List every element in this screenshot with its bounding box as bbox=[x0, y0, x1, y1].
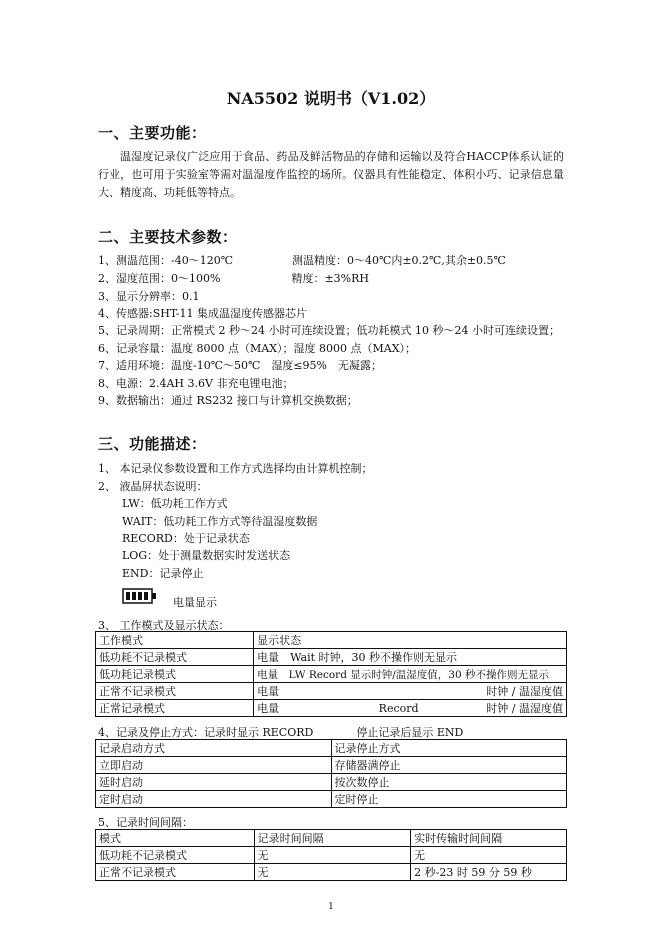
table-cell: 低功耗记录模式 bbox=[96, 666, 254, 683]
cell-clock-text: 时钟 / 温湿度值 bbox=[486, 702, 563, 715]
table-cell bbox=[254, 683, 567, 700]
param-data-output: 9、数据输出：通过 RS232 接口与计算机交换数据； bbox=[98, 394, 358, 407]
desc-item-3: 3、 工作模式及显示状态： bbox=[98, 619, 230, 632]
table-row bbox=[96, 847, 567, 864]
desc-item-2: 2、 液晶屏状态说明： bbox=[98, 480, 208, 493]
stop-display-text: 停止记录后显示 END bbox=[356, 726, 464, 739]
table-header-cell: 记录时间间隔 bbox=[254, 830, 411, 847]
table-header-cell: 显示状态 bbox=[254, 632, 567, 649]
desc-item-5: 5、记录时间间隔： bbox=[98, 816, 193, 829]
param-temp-range-text: 1、测温范围：-40～120℃ bbox=[98, 254, 234, 267]
table-row bbox=[96, 830, 567, 847]
table-row bbox=[96, 864, 567, 881]
table-cell: 低功耗不记录模式 bbox=[96, 649, 254, 666]
start-stop-table bbox=[95, 739, 567, 808]
main-functions-paragraph: 温湿度记录仪广泛应用于食品、药品及鲜活物品的存储和运输以及符合HACCP体系认证的行业，也可用于实验室等需对温湿度作监控的场所。仪器具有性能稳定、体积小巧、记录信息量大、精度高、功耗低等特点。 bbox=[98, 150, 564, 199]
table-cell: 2 秒-23 时 59 分 59 秒 bbox=[411, 864, 567, 881]
table-row bbox=[96, 632, 567, 649]
cell-battery-text: 电量 bbox=[257, 702, 280, 715]
battery-label: 电量显示 bbox=[173, 596, 217, 609]
table-header-cell: 实时传输时间间隔 bbox=[411, 830, 567, 847]
table-header-cell: 记录启动方式 bbox=[96, 740, 332, 757]
param-temp-accuracy-text: 测温精度：0～40℃内±0.2℃,其余±0.5℃ bbox=[292, 254, 506, 267]
table-cell: 无 bbox=[411, 847, 567, 864]
table-row bbox=[96, 666, 567, 683]
param-sensor: 4、传感器:SHT-11 集成温湿度传感器芯片 bbox=[98, 307, 307, 320]
lcd-state-log: LOG：处于测量数据实时发送状态 bbox=[122, 549, 291, 562]
table-cell: 正常不记录模式 bbox=[96, 864, 255, 881]
heading-main-functions: 一、主要功能： bbox=[98, 124, 207, 142]
table-row bbox=[96, 649, 567, 666]
record-display-text: 4、记录及停止方式：记录时显示 RECORD bbox=[98, 726, 314, 739]
table-cell: 定时启动 bbox=[96, 791, 332, 808]
table-cell: 定时停止 bbox=[331, 791, 567, 808]
table-row bbox=[96, 791, 567, 808]
table-cell: 无 bbox=[254, 864, 411, 881]
battery-icon bbox=[122, 588, 158, 604]
table-cell: 正常不记录模式 bbox=[96, 683, 254, 700]
table-header-cell: 记录停止方式 bbox=[331, 740, 567, 757]
table-header-cell: 工作模式 bbox=[96, 632, 254, 649]
heading-function-desc: 三、功能描述： bbox=[98, 435, 207, 453]
param-resolution: 3、显示分辨率：0.1 bbox=[98, 290, 200, 303]
lcd-state-lw: LW：低功耗工作方式 bbox=[122, 497, 228, 510]
table-row bbox=[96, 774, 567, 791]
table-cell: 延时启动 bbox=[96, 774, 332, 791]
desc-item-1: 1、 本记录仪参数设置和工作方式选择均由计算机控制； bbox=[98, 462, 373, 475]
table-cell: 低功耗不记录模式 bbox=[96, 847, 255, 864]
table-row bbox=[96, 683, 567, 700]
table-cell: 存储器满停止 bbox=[331, 757, 567, 774]
table-cell: 电量 LW Record 显示时钟/温湿度值，30 秒不操作则无显示 bbox=[254, 666, 567, 683]
table-cell: 电量 Wait 时钟，30 秒不操作则无显示 bbox=[254, 649, 567, 666]
param-humidity-range-text: 2、湿度范围：0～100% bbox=[98, 272, 221, 285]
page-number: 1 bbox=[328, 902, 334, 912]
param-record-capacity: 6、记录容量：温度 8000 点（MAX）；湿度 8000 点（MAX）； bbox=[98, 342, 417, 355]
lcd-state-wait: WAIT：低功耗工作方式等待温湿度数据 bbox=[122, 515, 318, 528]
table-cell bbox=[254, 700, 567, 717]
cell-battery-text: 电量 bbox=[257, 685, 280, 698]
table-header-cell: 模式 bbox=[96, 830, 255, 847]
table-row bbox=[96, 740, 567, 757]
param-temp-range bbox=[98, 252, 506, 268]
table-cell: 无 bbox=[254, 847, 411, 864]
param-record-period: 5、记录周期：正常模式 2 秒～24 小时可连续设置；低功耗模式 10 秒～24 小时可连续设置； bbox=[98, 324, 560, 337]
cell-record-text: Record bbox=[378, 702, 419, 715]
table-cell: 按次数停止 bbox=[331, 774, 567, 791]
desc-item-4 bbox=[98, 724, 463, 740]
cell-clock-text: 时钟 / 温湿度值 bbox=[486, 685, 563, 698]
table-row bbox=[96, 700, 567, 717]
param-humidity-accuracy-text: 精度：±3%RH bbox=[291, 272, 369, 285]
table-cell: 正常记录模式 bbox=[96, 700, 254, 717]
table-cell: 立即启动 bbox=[96, 757, 332, 774]
table-row bbox=[96, 757, 567, 774]
param-environment: 7、适用环境：温度-10℃～50℃ 湿度≤95% 无凝露； bbox=[98, 359, 382, 372]
modes-table bbox=[95, 631, 567, 717]
heading-tech-params: 二、主要技术参数： bbox=[98, 228, 238, 246]
param-humidity-range bbox=[98, 270, 369, 286]
doc-title: NA5502 说明书（V1.02） bbox=[226, 89, 436, 108]
param-power: 8、电源：2.4AH 3.6V 非充电锂电池； bbox=[98, 377, 294, 390]
lcd-state-record: RECORD：处于记录状态 bbox=[122, 532, 250, 545]
lcd-state-end: END：记录停止 bbox=[122, 567, 204, 580]
interval-table bbox=[95, 829, 567, 881]
